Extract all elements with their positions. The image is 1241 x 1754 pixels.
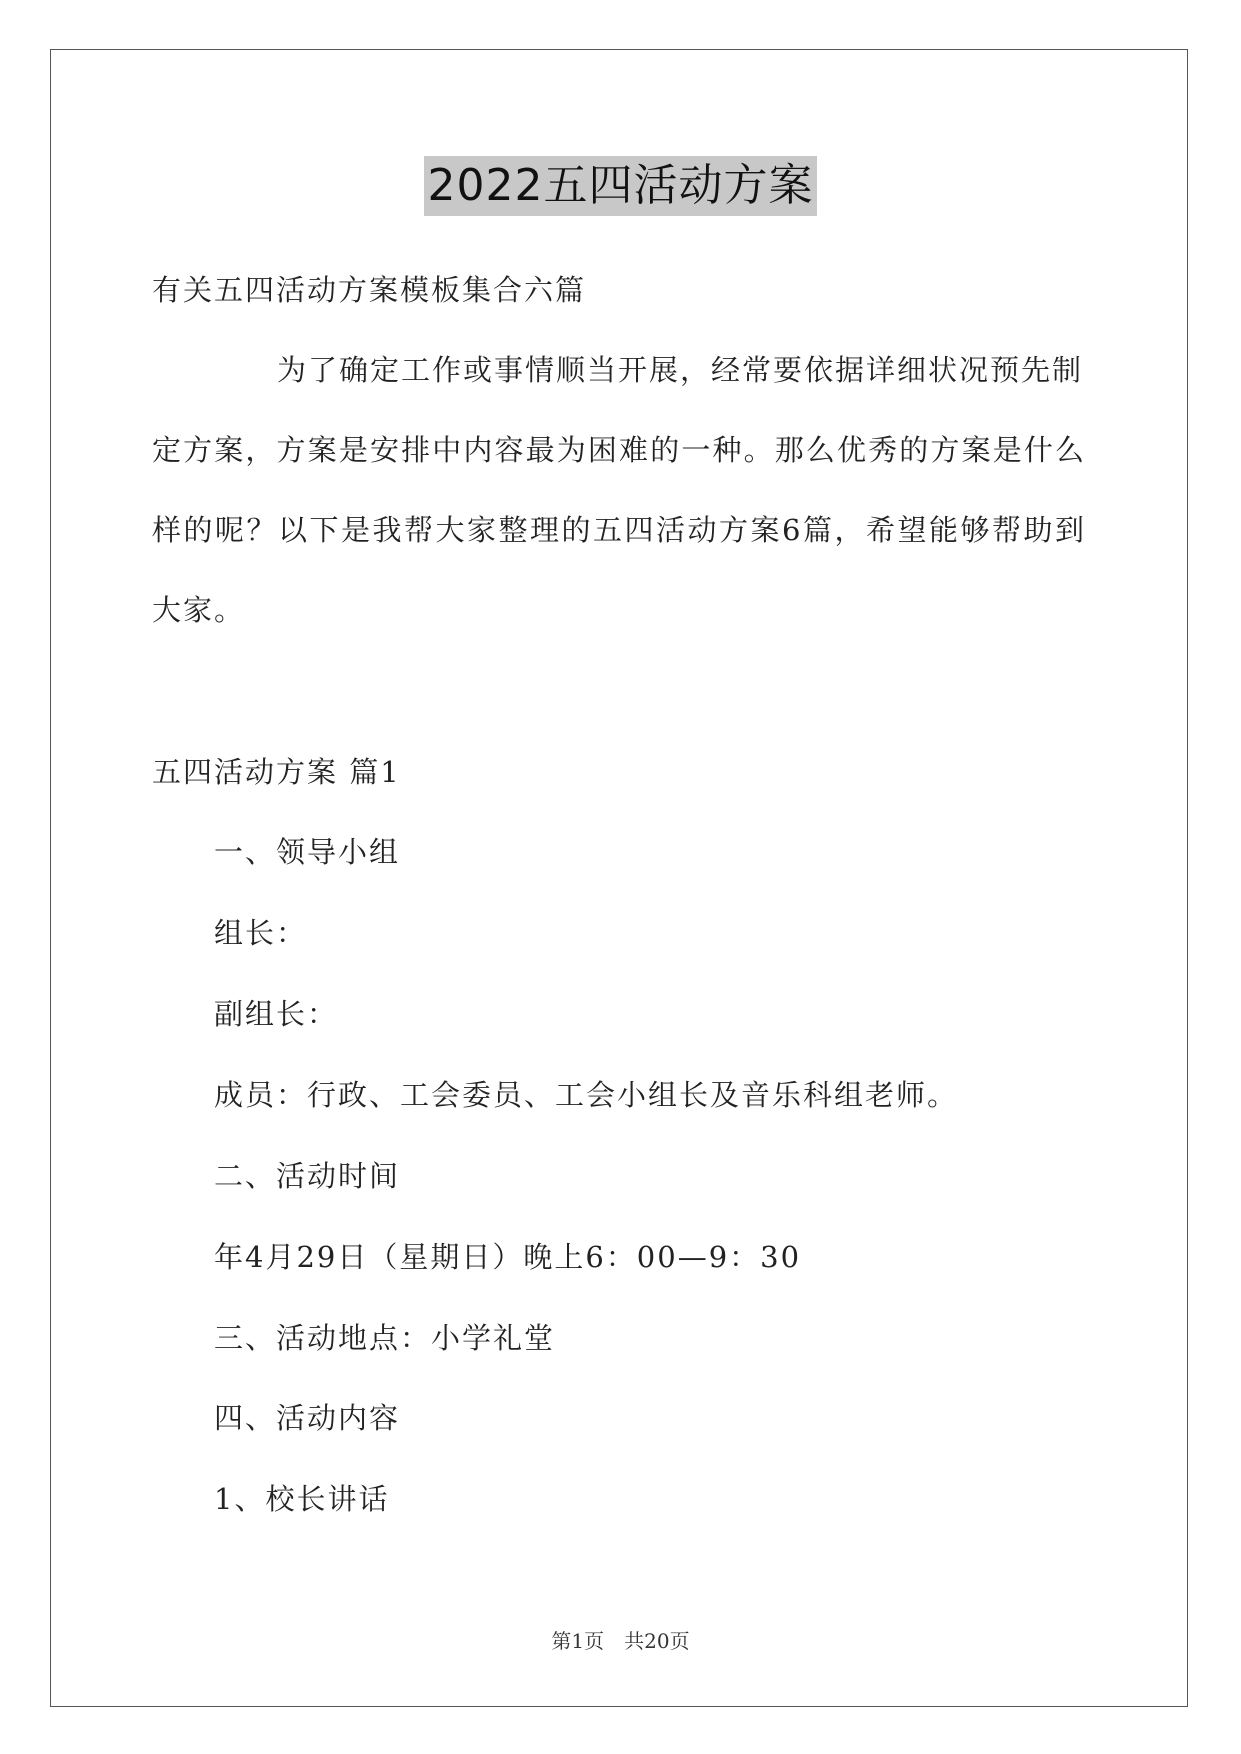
list-item: 1、校长讲话 (214, 1482, 390, 1516)
list-item: 四、活动内容 (214, 1401, 401, 1435)
list-item: 二、活动时间 (214, 1159, 401, 1193)
page-number: 第1页 共20页 (551, 1629, 690, 1653)
list-item: 年4月29日（星期日）晚上6：00—9：30 (214, 1240, 802, 1274)
list-item: 三、活动地点：小学礼堂 (214, 1321, 556, 1355)
section-heading: 五四活动方案 篇1 (152, 755, 401, 789)
intro-line-1: 为了确定工作或事情顺当开展，经常要依据详细状况预先制 (277, 353, 1084, 387)
intro-line-3: 样的呢？以下是我帮大家整理的五四活动方案6篇，希望能够帮助到 (152, 513, 1086, 547)
document-title: 2022五四活动方案 (424, 156, 818, 216)
list-item: 一、领导小组 (214, 835, 401, 869)
intro-line-4: 大家。 (152, 593, 246, 627)
intro-line-2: 定方案，方案是安排中内容最为困难的一种。那么优秀的方案是什么 (152, 433, 1086, 467)
document-subtitle: 有关五四活动方案模板集合六篇 (152, 273, 587, 307)
list-item: 成员：行政、工会委员、工会小组长及音乐科组老师。 (214, 1078, 959, 1112)
list-item: 副组长： (214, 997, 339, 1031)
title-container (0, 156, 1241, 216)
list-item: 组长： (214, 916, 308, 950)
